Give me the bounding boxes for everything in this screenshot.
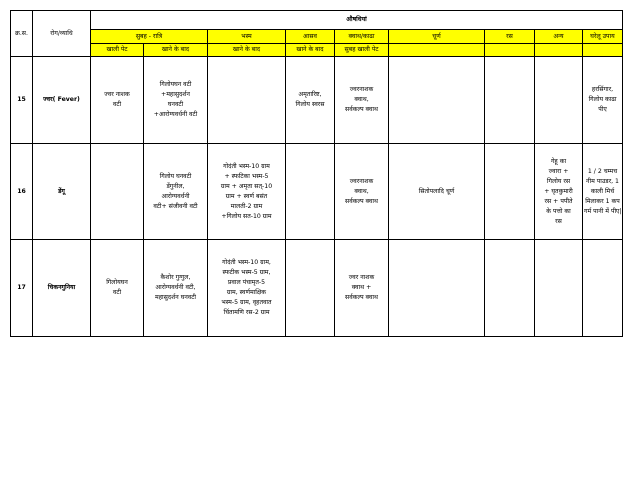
cell-line: सर्वकल्प क्वाथ xyxy=(345,197,378,205)
cell-line: +आरोग्यवर्धनी वटी xyxy=(153,111,198,118)
cell-line: सर्वकल्प क्वाथ xyxy=(345,106,378,113)
row-number: 17 xyxy=(11,240,33,337)
cell-after-meal xyxy=(144,144,208,240)
disease-name: ज्वर( Fever) xyxy=(33,57,91,144)
cell-line: घनवटी xyxy=(167,101,184,108)
cell-asav xyxy=(286,240,335,337)
cell-bhasm xyxy=(208,144,286,240)
cell-line: क्वाथ + xyxy=(351,284,372,291)
medicine-table xyxy=(10,10,623,337)
cell-line: क्वाथ, xyxy=(354,96,369,103)
cell-line: गिलोय स्वरस xyxy=(295,101,325,108)
cell-line: चिंतामणि रस-2 ग्राम xyxy=(223,309,270,316)
serial-header: क्र.स. xyxy=(11,11,33,57)
cell-line: गिलोयघन वटी xyxy=(159,81,192,88)
col-gharelu: घरेलू उपाय xyxy=(583,30,623,44)
cell-line: सितोपलादि चूर्ण xyxy=(418,187,455,195)
cell-line: + स्फटिका भस्म-5 xyxy=(224,172,269,180)
cell-line: वटी xyxy=(112,101,122,108)
cell-after-meal xyxy=(144,57,208,144)
cell-empty-stomach xyxy=(91,57,144,144)
cell-after-meal xyxy=(144,240,208,337)
cell-line: कैशोर गुग्गुल, xyxy=(160,274,191,281)
subcol-asav-after-meal: खाने के बाद xyxy=(286,44,335,57)
cell-line: ज्वारा + xyxy=(548,167,569,175)
cell-line: डेंगुनील, xyxy=(166,182,185,190)
subcol-empty-stomach: खाली पेट xyxy=(91,44,144,57)
cell-line: ज्वरनाशक xyxy=(349,86,374,93)
cell-empty-stomach xyxy=(91,240,144,337)
cell-line: स्फटीक भस्म-5 ग्राम, xyxy=(222,269,271,276)
cell-bhasm xyxy=(208,57,286,144)
subcol-after-meal: खाने के बाद xyxy=(144,44,208,57)
cell-anya xyxy=(535,57,583,144)
cell-line: आरोग्यवर्धनी वटी, xyxy=(155,284,196,291)
col-anya: अन्य xyxy=(535,30,583,44)
cell-kwath xyxy=(335,144,389,240)
cell-line: 1 / 2 चम्मच xyxy=(587,167,618,175)
cell-line: रस + पपीते xyxy=(544,197,573,205)
cell-churna xyxy=(389,57,485,144)
cell-gharelu xyxy=(583,144,623,240)
cell-line: प्रवाल पंचामृत-5 xyxy=(227,279,266,286)
disease-name: चिकनगुनिया xyxy=(33,240,91,337)
cell-churna xyxy=(389,240,485,337)
disease-name: डेंगू xyxy=(33,144,91,240)
cell-line: +महासुदर्शन xyxy=(161,91,190,98)
cell-line: के पत्तो का xyxy=(546,207,571,215)
cell-bhasm xyxy=(208,240,286,337)
col-morning-evening: सुबह - रात्रि xyxy=(91,30,208,44)
disease-header: रोग/व्याधि xyxy=(33,11,91,57)
cell-empty-stomach xyxy=(91,144,144,240)
cell-line: अमृतारिष्ट, xyxy=(298,91,322,98)
col-churna: चूर्ण xyxy=(389,30,485,44)
cell-line: महासुदर्शन घनवटी xyxy=(155,294,196,301)
cell-asav xyxy=(286,144,335,240)
cell-ras xyxy=(485,144,535,240)
cell-line: सर्वकल्प क्वाथ xyxy=(345,294,378,301)
cell-line: वटी+ संजीवनी वटी xyxy=(153,202,198,210)
cell-line: गोदंती भस्म-10 ग्राम, xyxy=(222,259,271,266)
cell-line: ग्राम + स्वर्ण बसंत xyxy=(225,192,268,200)
cell-line: गोदंती भस्म-10 ग्राम xyxy=(223,162,270,170)
cell-line: गिलोय घनवटी xyxy=(159,172,192,180)
cell-line: आरोग्यवर्धनी xyxy=(161,192,190,200)
cell-line: मालती-2 ग्राम xyxy=(230,202,263,210)
cell-ras xyxy=(485,57,535,144)
cell-line: गिलोयघन xyxy=(106,279,128,286)
subcol-churna-blank xyxy=(389,44,485,57)
cell-line: क्वाथ, xyxy=(354,187,369,195)
cell-line: पीए xyxy=(598,106,607,113)
col-ras: रस xyxy=(485,30,535,44)
cell-kwath xyxy=(335,57,389,144)
cell-line: भस्म-5 ग्राम, वृहतवात xyxy=(221,299,272,306)
cell-line: ज्वर नाशक xyxy=(348,274,375,281)
col-bhasm: भस्म xyxy=(208,30,286,44)
table-row xyxy=(11,240,623,337)
cell-line: काली मिर्च xyxy=(590,187,615,195)
cell-gharelu xyxy=(583,240,623,337)
cell-line: ज्वर नाशक xyxy=(104,91,130,98)
cell-line: गिलोय रस xyxy=(546,177,571,185)
cell-line: ज्वरनाशक xyxy=(349,177,374,185)
cell-line: मिलाकर 1 कप xyxy=(585,197,620,205)
cell-line: गेहू का xyxy=(550,157,567,165)
subcol-anya-blank xyxy=(535,44,583,57)
subcol-bhasm-after-meal: खाने के बाद xyxy=(208,44,286,57)
table-row xyxy=(11,57,623,144)
cell-gharelu xyxy=(583,57,623,144)
cell-ras xyxy=(485,240,535,337)
table-title: औषधियां xyxy=(91,11,623,30)
row-number: 16 xyxy=(11,144,33,240)
cell-asav xyxy=(286,57,335,144)
cell-line: + घृतकुमारी xyxy=(544,187,573,195)
cell-line: हरसिंगार, xyxy=(591,86,614,93)
row-number: 15 xyxy=(11,57,33,144)
subcol-ras-blank xyxy=(485,44,535,57)
cell-kwath xyxy=(335,240,389,337)
col-asav: आसव xyxy=(286,30,335,44)
cell-anya xyxy=(535,240,583,337)
cell-line: +गिलोय सत-10 ग्राम xyxy=(221,212,272,220)
cell-line: नीम पाउडर, 1 xyxy=(586,177,619,185)
col-kwath: क्वाथ/काढा xyxy=(335,30,389,44)
subcol-morning-empty: सुबह खाली पेट xyxy=(335,44,389,57)
cell-line: गिलोय काढा xyxy=(588,96,617,103)
cell-line: ग्राम, स्वर्णमाक्षिक xyxy=(226,289,267,296)
cell-anya xyxy=(535,144,583,240)
subcol-gharelu-blank xyxy=(583,44,623,57)
table-row xyxy=(11,144,623,240)
cell-line: गर्म पानी में पीए| xyxy=(584,207,622,215)
cell-line: ग्राम + अमृता सत्-10 xyxy=(220,182,273,190)
cell-line: वटी xyxy=(112,289,122,296)
cell-churna xyxy=(389,144,485,240)
cell-line: रस xyxy=(555,217,562,225)
